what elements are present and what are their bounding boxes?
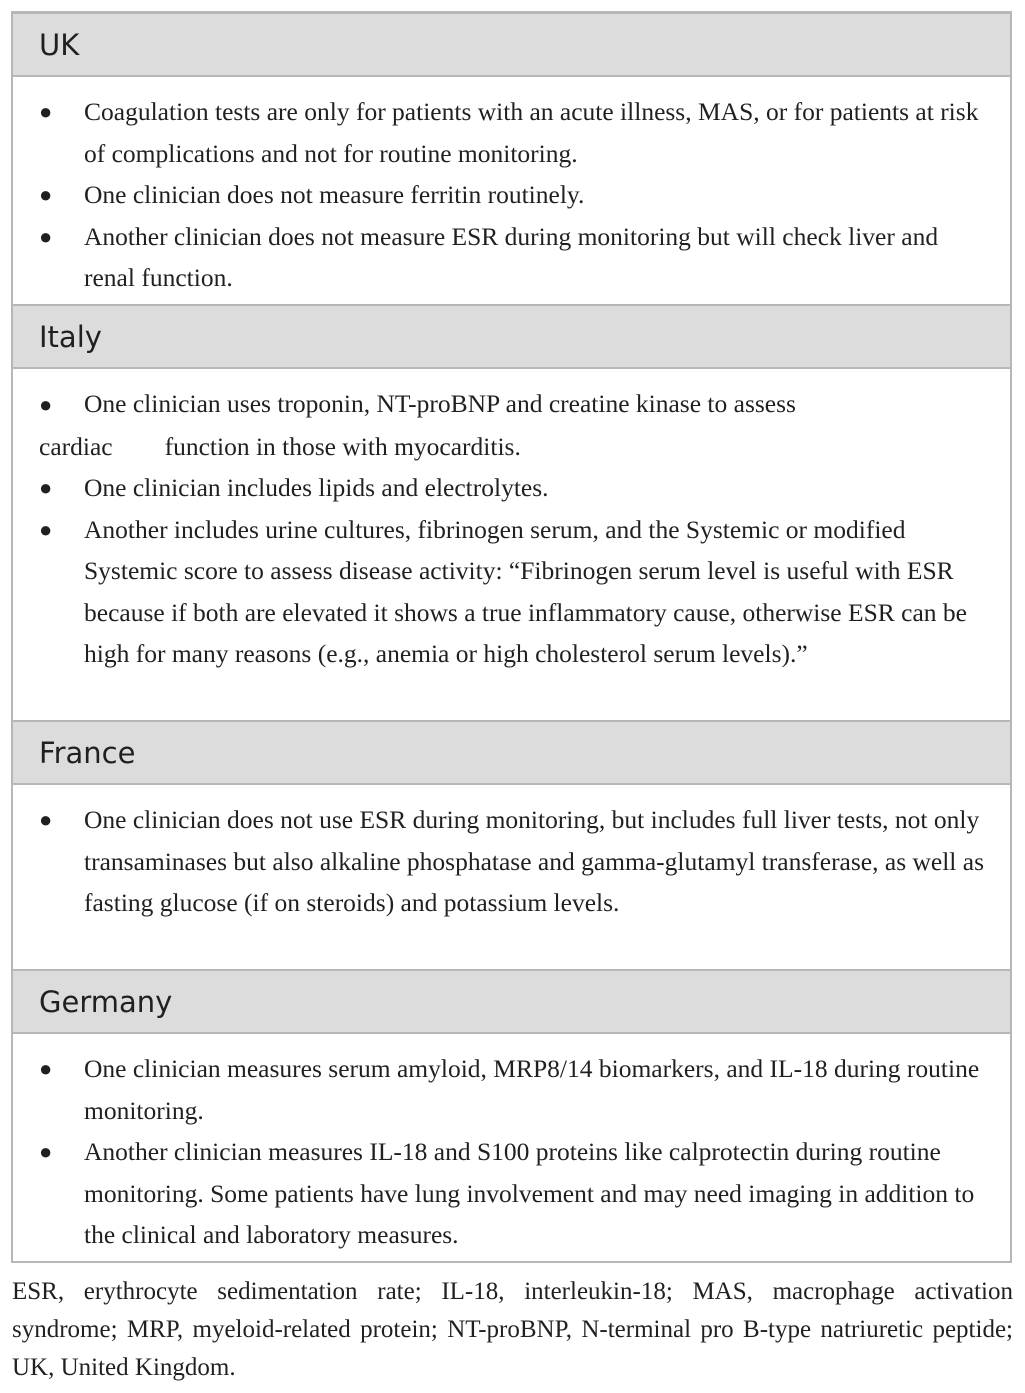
list-item xyxy=(39,91,990,174)
section-header-uk xyxy=(13,14,1010,77)
bullet-icon: ● xyxy=(39,1056,53,1081)
table-footnote: ESR, erythrocyte sedimentation rate; IL-18, interleukin-18; MAS, macrophage activation syndrome; MRP, myeloid-related protein; NT-proBNP, N-terminal pro B-type natriuretic peptide; UK, United Kingdom. xyxy=(12,1278,1013,1381)
section-body-uk xyxy=(13,77,1010,306)
monitoring-table xyxy=(11,11,1012,1263)
list-item xyxy=(39,216,990,299)
list-item xyxy=(39,467,990,509)
section-header-germany xyxy=(13,971,1010,1034)
bullet-text: One clinician does not measure ferritin routinely. xyxy=(84,180,585,209)
section-body-italy xyxy=(13,369,1010,722)
section-title: France xyxy=(39,735,136,770)
bullet-icon: ● xyxy=(39,223,53,249)
bullet-text: One clinician does not use ESR during monitoring, but includes full liver tests, not only transaminases but also alkaline phosphatase and gamma-glutamyl transferase, as well as fasting glucose (if on steroids) and potassium levels. xyxy=(84,805,985,917)
bullet-icon: ● xyxy=(39,516,53,542)
bullet-icon: ● xyxy=(39,1139,53,1164)
bullet-text: Another includes urine cultures, fibrinogen serum, and the Systemic or modified Systemic score to assess disease activity: “Fibrinogen serum level is useful with ESR because if both are elevated it shows a true inflammatory cause, otherwise ESR can be high for many reasons (e.g., anemia or high cholesterol serum levels).” xyxy=(84,514,967,668)
bullet-text-line2a: cardiac xyxy=(39,431,113,461)
bullet-icon: ● xyxy=(39,182,53,207)
bullet-text: Another clinician does not measure ESR during monitoring but will check liver and renal function. xyxy=(84,221,939,292)
list-item xyxy=(39,1131,990,1256)
bullet-icon: ● xyxy=(39,475,53,500)
bullet-icon: ● xyxy=(39,392,53,417)
section-header-france xyxy=(13,722,1010,785)
bullet-text: One clinician includes lipids and electrolytes. xyxy=(84,473,549,502)
list-item xyxy=(39,174,990,216)
section-title: Italy xyxy=(39,319,102,354)
bullet-icon: ● xyxy=(39,99,53,124)
bullet-list xyxy=(39,467,990,675)
bullet-text: Another clinician measures IL-18 and S100 proteins like calprotectin during routine monitoring. Some patients have lung involvement and may need imaging in addition to the clinical and laboratory measures. xyxy=(84,1137,975,1249)
bullet-text-line1: One clinician uses troponin, NT-proBNP and creatine kinase to assess xyxy=(84,389,796,418)
section-body-germany xyxy=(13,1034,1010,1261)
bullet-list xyxy=(39,799,990,924)
bullet-list xyxy=(39,91,990,299)
list-item xyxy=(39,799,990,924)
list-item xyxy=(39,509,990,675)
bullet-text: Coagulation tests are only for patients with an acute illness, MAS, or for patients at risk of complications and not for routine monitoring. xyxy=(84,97,979,168)
section-title: UK xyxy=(39,27,80,62)
bullet-text-line2b: function in those with myocarditis. xyxy=(164,431,521,461)
bullet-icon: ● xyxy=(39,807,53,832)
section-body-france xyxy=(13,785,1010,971)
list-item xyxy=(39,1048,990,1131)
section-header-italy xyxy=(13,306,1010,369)
section-title: Germany xyxy=(39,984,173,1019)
list-item xyxy=(39,383,990,467)
bullet-list xyxy=(39,1048,990,1256)
bullet-text: One clinician measures serum amyloid, MRP8/14 biomarkers, and IL-18 during routine monitoring. xyxy=(84,1054,980,1125)
